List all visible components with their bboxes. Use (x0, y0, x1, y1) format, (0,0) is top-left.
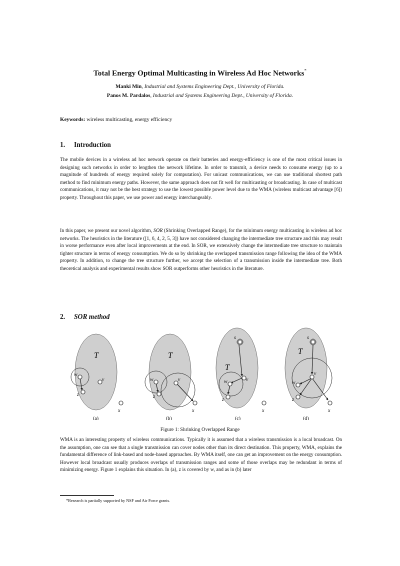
svg-text:x: x (328, 409, 331, 414)
figure-panel-c (216, 328, 266, 420)
tree-label: T (225, 363, 230, 372)
svg-text:w: w (292, 381, 296, 386)
svg-text:x: x (118, 409, 121, 414)
node-s (311, 340, 315, 344)
author-name: Panos M. Pardalos (106, 93, 151, 99)
keywords-line (60, 117, 172, 123)
section-heading-introduction: 1. Introduction (60, 142, 111, 149)
svg-text:v: v (178, 378, 181, 383)
svg-text:x: x (192, 409, 195, 414)
svg-text:v: v (102, 378, 105, 383)
svg-text:x: x (262, 409, 265, 414)
figure-1-diagram (60, 324, 342, 420)
node-w (228, 382, 232, 386)
svg-text:z: z (153, 395, 155, 400)
tree-region (75, 334, 117, 410)
panel-label: (d) (303, 417, 309, 420)
node-z (81, 390, 85, 394)
intro-paragraph-1: The mobile devices in a wireless ad hoc network operate on their batteries and energy-efficiency is one of the most critical issues in designing such networks in order to lengthen the network lifetime. In order to transmit, a device needs to consume energy (up to a magnitude of hundreds of energy required solely for computation). For unicast communications, we can use traditional shortest path method to find minimum energy paths. However, the same approach does not fit well for multicasting or broadcasting. In case of multicast communications, it may not be the best strategy to use the lowest possible power level due to the WMA (wireless multicast advantage [6]) property. Throughout this paper, we use power and energy interchangeably. (60, 157, 342, 201)
svg-text:z: z (222, 398, 224, 403)
node-z (157, 392, 161, 396)
section-heading-sor-method: 2. SOR method (60, 314, 110, 321)
author-line-1: Manki Min, Industrial and Systems Engineering Dept., University of Florida. (115, 84, 285, 90)
svg-text:z: z (292, 398, 294, 403)
figure-1-caption: Figure 1: Shrinking Overlapped Range (160, 427, 240, 433)
panel-label: (b) (166, 417, 172, 420)
node-x (119, 401, 123, 405)
panel-label: (a) (93, 417, 99, 420)
svg-text:z: z (77, 393, 79, 398)
tree-label: T (94, 351, 99, 360)
footnote-rule (60, 495, 114, 496)
sor-paragraph-1: WMA is an interesting property of wireless communications. Typically it is assumed that a wireless transmission is a local broadcast. On the assumption, one can see that a single transmission can cover nodes other than its direct destination. This property, WMA, explains the fundamental difference of link-based and node-based approaches. By WMA itself, one can get an improvement on the energy consumption. However local broadcast usually produces overlaps of transmission ranges and some of those overlaps may be redundant in terms of minimizing energy. Figure 1 explains this situation. In (a), z is covered by w, and as in (b) later (60, 437, 342, 474)
tree-label: T (168, 351, 173, 360)
author-affiliation: Industrial and Systems Engineering Dept., University of Florida. (152, 93, 294, 99)
figure-panel-d (285, 328, 332, 420)
node-x (328, 401, 332, 405)
figure-panel-b (145, 334, 197, 420)
author-name: Manki Min (115, 84, 142, 90)
figure-panel-a (71, 334, 123, 420)
author-affiliation: Industrial and Systems Engineering Dept., University of Florida. (144, 84, 285, 90)
node-z (226, 395, 230, 399)
node-x (262, 401, 266, 405)
svg-text:s: s (234, 336, 236, 341)
node-w (154, 380, 158, 384)
node-x (193, 401, 197, 405)
node-z (296, 395, 300, 399)
footnote: *Research is partially supported by NSF and Air Force grants. (66, 498, 171, 503)
author-line-2: Panos M. Pardalos, Industrial and Systems Engineering Dept., University of Florida. (106, 93, 294, 99)
keywords-value: wireless multicasting, energy efficiency (86, 117, 173, 123)
node-w (296, 383, 300, 387)
tree-label: T (298, 347, 303, 356)
svg-text:w: w (224, 380, 228, 385)
svg-text:s: s (307, 336, 309, 341)
node-w (78, 375, 82, 379)
panel-label: (c) (235, 417, 241, 420)
intro-paragraph-2: In this paper, we present our novel algorithm, SOR (Shrinking Overlapped Range), for the minimum energy multicasting in wireless ad hoc networks. The heuristics in the literature ([1, 6, 4, 2, 5, 3]) have not considered changing the intermediate tree structure and this may result in worse performance even after local improvements at the end. In SOR, we extensively change the intermediate tree structure to maintain tighter structure in terms of energy consumption. We do so by shrinking the overlapped transmission range following the idea of the WMA property. In addition, to change the tree structure further, we accept the selection of a transmission inside the intermediate tree. Both theoretical analysis and experimental results show SOR outperforms other heuristics in the literature. (60, 228, 342, 272)
keywords-label: Keywords: (60, 117, 86, 123)
paper-title: Total Energy Optimal Multicasting in Wireless Ad Hoc Networks* (93, 68, 307, 78)
tree-region (149, 334, 191, 410)
tree-region (216, 328, 258, 408)
svg-text:v: v (246, 378, 249, 383)
svg-text:v: v (314, 372, 317, 377)
svg-text:w: w (150, 378, 154, 383)
node-s (238, 340, 242, 344)
figure-1 (60, 324, 342, 420)
svg-text:w: w (74, 373, 78, 378)
